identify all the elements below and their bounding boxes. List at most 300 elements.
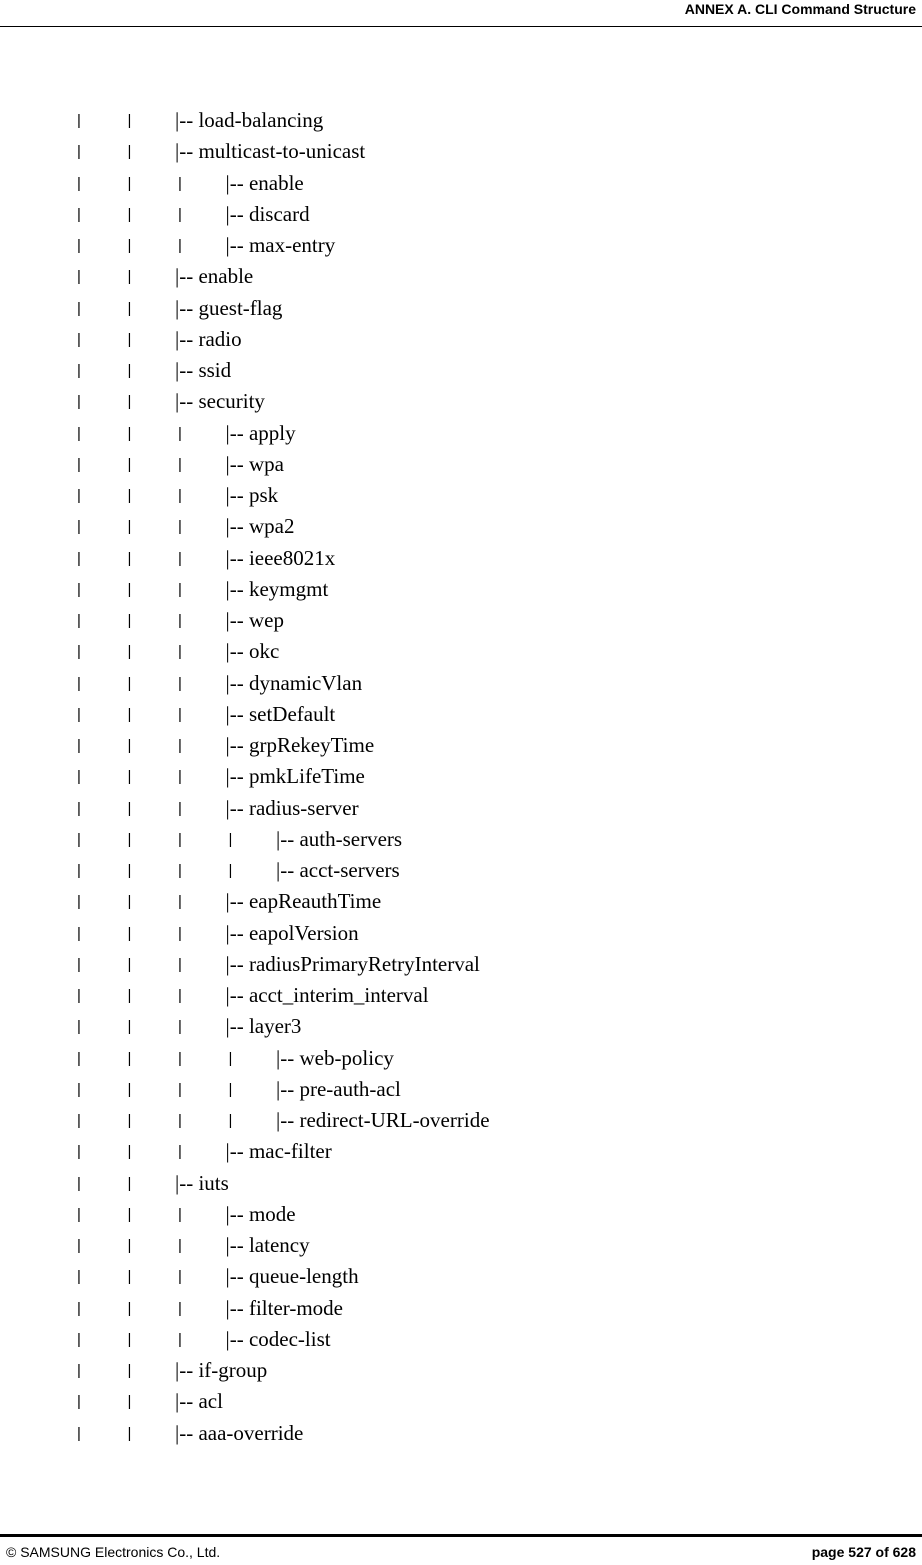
- tree-pipe: |: [77, 987, 81, 1004]
- cli-command-tree: [0, 105, 922, 1449]
- tree-pipe: |: [178, 1018, 182, 1036]
- tree-row: [0, 136, 922, 167]
- tree-branch-prefix: |--: [225, 795, 249, 820]
- tree-pipe: |: [178, 1330, 182, 1348]
- tree-row: [0, 1293, 922, 1324]
- tree-node-text: guest-flag: [198, 295, 283, 320]
- tree-pipe: |: [178, 455, 182, 473]
- tree-pipe: |: [127, 1362, 132, 1379]
- tree-node-label: [226, 574, 329, 605]
- tree-pipe: |: [77, 1299, 81, 1317]
- tree-node-label: [226, 199, 310, 230]
- tree-pipe: |: [127, 549, 132, 567]
- tree-pipe: |: [127, 955, 132, 973]
- tree-branch-prefix: |--: [225, 1326, 249, 1351]
- tree-branch-prefix: |--: [276, 826, 300, 851]
- tree-node-label: [226, 1261, 359, 1292]
- tree-branch-prefix: |--: [175, 1358, 199, 1382]
- tree-pipe: |: [127, 112, 132, 129]
- tree-pipe: |: [77, 612, 81, 629]
- tree-pipe: |: [77, 237, 81, 254]
- tree-pipe: |: [127, 143, 132, 161]
- tree-pipe: |: [178, 237, 182, 254]
- tree-branch-prefix: |--: [175, 326, 199, 351]
- footer-copyright: © SAMSUNG Electronics Co., Ltd.: [6, 1544, 221, 1560]
- tree-node-label: [175, 293, 282, 324]
- tree-row: [0, 105, 922, 136]
- tree-node-label: [226, 230, 336, 261]
- tree-branch-prefix: |--: [175, 139, 199, 164]
- tree-node-text: enable: [248, 170, 304, 195]
- tree-node-text: acct_interim_interval: [248, 983, 429, 1007]
- tree-branch-prefix: |--: [175, 1170, 199, 1195]
- tree-node-text: multicast-to-unicast: [198, 139, 366, 164]
- tree-node-text: queue-length: [248, 1264, 359, 1289]
- tree-pipe: |: [77, 330, 81, 348]
- tree-pipe: |: [228, 830, 233, 848]
- tree-node-text: radio: [198, 326, 242, 351]
- tree-branch-prefix: |--: [225, 1264, 249, 1289]
- tree-pipe: |: [178, 1268, 182, 1286]
- tree-row: [0, 918, 922, 949]
- tree-node-label: [175, 105, 323, 136]
- tree-pipe: |: [127, 1018, 132, 1036]
- tree-pipe: |: [77, 1362, 81, 1379]
- tree-pipe: |: [77, 1143, 81, 1161]
- tree-pipe: |: [228, 862, 233, 879]
- tree-row: [0, 699, 922, 730]
- tree-pipe: |: [77, 205, 81, 223]
- tree-node-label: [226, 949, 480, 980]
- tree-pipe: |: [77, 1424, 81, 1442]
- tree-row: [0, 449, 922, 480]
- tree-pipe: |: [127, 799, 132, 817]
- tree-pipe: |: [127, 174, 132, 192]
- tree-pipe: |: [77, 424, 81, 442]
- tree-row: [0, 355, 922, 386]
- tree-pipe: |: [127, 580, 132, 598]
- tree-node-label: [226, 699, 336, 730]
- tree-row: [0, 1261, 922, 1292]
- tree-row: [0, 1074, 922, 1105]
- tree-node-text: wpa2: [248, 514, 295, 539]
- tree-branch-prefix: |--: [225, 1233, 249, 1257]
- tree-branch-prefix: |--: [175, 358, 199, 382]
- tree-pipe: |: [127, 893, 132, 911]
- tree-pipe: |: [178, 737, 182, 754]
- tree-row: [0, 574, 922, 605]
- tree-pipe: |: [127, 299, 132, 317]
- tree-pipe: |: [127, 987, 132, 1004]
- tree-node-label: [276, 1043, 394, 1074]
- tree-node-text: psk: [248, 483, 279, 507]
- tree-node-label: [276, 855, 400, 886]
- tree-row: [0, 1386, 922, 1417]
- tree-pipe: |: [77, 1049, 81, 1067]
- tree-pipe: |: [77, 799, 81, 817]
- tree-pipe: |: [127, 924, 132, 942]
- tree-row: [0, 1011, 922, 1042]
- tree-pipe: |: [127, 393, 132, 411]
- tree-row: [0, 636, 922, 667]
- tree-node-label: [226, 1324, 331, 1355]
- tree-branch-prefix: |--: [175, 1420, 199, 1445]
- tree-branch-prefix: |--: [175, 389, 199, 414]
- tree-pipe: |: [77, 112, 81, 129]
- tree-node-text: keymgmt: [248, 576, 329, 601]
- tree-pipe: |: [77, 487, 81, 504]
- tree-node-label: [226, 918, 359, 949]
- tree-node-text: iuts: [198, 1170, 229, 1195]
- tree-node-label: [226, 449, 284, 480]
- tree-node-label: [226, 636, 280, 667]
- tree-pipe: |: [228, 1049, 233, 1067]
- tree-node-label: [226, 1136, 332, 1167]
- tree-node-label: [226, 543, 336, 574]
- tree-pipe: |: [178, 705, 182, 723]
- tree-pipe: |: [127, 768, 132, 786]
- tree-node-text: mac-filter: [248, 1139, 332, 1164]
- tree-pipe: |: [77, 705, 81, 723]
- tree-pipe: |: [127, 1049, 132, 1067]
- tree-pipe: |: [178, 768, 182, 786]
- tree-pipe: |: [228, 1080, 233, 1098]
- tree-node-label: [226, 886, 382, 917]
- tree-pipe: |: [178, 518, 182, 536]
- tree-row: [0, 793, 922, 824]
- tree-row: [0, 293, 922, 324]
- tree-node-text: okc: [248, 639, 280, 664]
- tree-pipe: |: [127, 455, 132, 473]
- tree-row: [0, 511, 922, 542]
- tree-pipe: |: [178, 1112, 182, 1129]
- tree-pipe: |: [77, 1112, 81, 1129]
- tree-pipe: |: [77, 737, 81, 754]
- tree-pipe: |: [77, 674, 81, 692]
- tree-row: [0, 324, 922, 355]
- tree-pipe: |: [127, 1205, 132, 1223]
- tree-branch-prefix: |--: [225, 670, 249, 695]
- tree-pipe: |: [77, 1268, 81, 1286]
- tree-pipe: |: [77, 1080, 81, 1098]
- tree-pipe: |: [127, 362, 132, 379]
- tree-node-label: [226, 761, 365, 792]
- tree-pipe: |: [127, 830, 132, 848]
- tree-row: [0, 855, 922, 886]
- tree-node-text: radius-server: [248, 795, 359, 820]
- tree-row: [0, 1418, 922, 1449]
- tree-row: [0, 168, 922, 199]
- tree-row: [0, 199, 922, 230]
- tree-branch-prefix: |--: [225, 889, 249, 914]
- tree-branch-prefix: |--: [225, 576, 249, 601]
- tree-row: [0, 761, 922, 792]
- tree-node-text: eapReauthTime: [248, 889, 382, 914]
- tree-pipe: |: [127, 705, 132, 723]
- tree-pipe: |: [127, 424, 132, 442]
- tree-branch-prefix: |--: [225, 420, 249, 445]
- tree-node-text: redirect-URL-override: [299, 1108, 490, 1132]
- tree-node-text: load-balancing: [198, 108, 324, 132]
- tree-node-label: [276, 824, 402, 855]
- tree-pipe: |: [127, 1268, 132, 1286]
- tree-branch-prefix: |--: [225, 951, 249, 976]
- tree-row: [0, 605, 922, 636]
- tree-branch-prefix: |--: [175, 264, 199, 289]
- tree-pipe: |: [178, 580, 182, 598]
- tree-pipe: |: [77, 1393, 81, 1411]
- tree-row: [0, 1168, 922, 1199]
- tree-pipe: |: [77, 830, 81, 848]
- tree-row: [0, 824, 922, 855]
- tree-pipe: |: [127, 330, 132, 348]
- tree-branch-prefix: |--: [225, 920, 249, 945]
- tree-branch-prefix: |--: [225, 545, 249, 570]
- tree-node-text: web-policy: [299, 1045, 394, 1070]
- tree-branch-prefix: |--: [276, 1076, 300, 1101]
- tree-pipe: |: [77, 268, 81, 286]
- tree-branch-prefix: |--: [225, 1014, 249, 1039]
- tree-node-text: if-group: [198, 1358, 268, 1382]
- tree-pipe: |: [178, 955, 182, 973]
- tree-row: [0, 1136, 922, 1167]
- tree-pipe: |: [77, 924, 81, 942]
- tree-pipe: |: [77, 893, 81, 911]
- tree-pipe: |: [77, 362, 81, 379]
- tree-pipe: |: [178, 924, 182, 942]
- header-divider: [0, 26, 922, 27]
- tree-branch-prefix: |--: [175, 1389, 199, 1414]
- tree-node-label: [276, 1074, 401, 1105]
- tree-node-text: latency: [248, 1233, 310, 1257]
- tree-row: [0, 1043, 922, 1074]
- tree-pipe: |: [127, 1237, 132, 1254]
- tree-node-label: [226, 980, 429, 1011]
- tree-pipe: |: [178, 643, 182, 661]
- tree-pipe: |: [178, 612, 182, 629]
- tree-pipe: |: [127, 643, 132, 661]
- tree-pipe: |: [127, 1424, 132, 1442]
- tree-node-text: ssid: [198, 358, 232, 382]
- tree-row: [0, 543, 922, 574]
- tree-pipe: |: [77, 299, 81, 317]
- tree-branch-prefix: |--: [225, 483, 249, 507]
- tree-row: [0, 480, 922, 511]
- footer-divider: [0, 1534, 922, 1537]
- tree-branch-prefix: |--: [225, 639, 249, 664]
- tree-node-text: wep: [248, 608, 284, 632]
- tree-pipe: |: [127, 1112, 132, 1129]
- tree-pipe: |: [127, 1174, 132, 1192]
- tree-pipe: |: [77, 393, 81, 411]
- tree-pipe: |: [178, 205, 182, 223]
- tree-node-text: pmkLifeTime: [248, 764, 365, 789]
- tree-pipe: |: [127, 237, 132, 254]
- tree-pipe: |: [77, 1237, 81, 1254]
- tree-node-label: [175, 324, 242, 355]
- tree-node-text: aaa-override: [198, 1420, 304, 1445]
- tree-branch-prefix: |--: [276, 1108, 300, 1132]
- tree-branch-prefix: |--: [225, 701, 249, 726]
- tree-branch-prefix: |--: [175, 108, 199, 132]
- tree-row: [0, 1324, 922, 1355]
- tree-branch-prefix: |--: [225, 764, 249, 789]
- tree-pipe: |: [77, 518, 81, 536]
- tree-node-text: filter-mode: [248, 1295, 343, 1320]
- tree-node-label: [175, 1386, 223, 1417]
- tree-pipe: |: [178, 174, 182, 192]
- tree-row: [0, 230, 922, 261]
- tree-branch-prefix: |--: [225, 733, 249, 757]
- tree-node-label: [226, 511, 295, 542]
- tree-pipe: |: [178, 549, 182, 567]
- tree-pipe: |: [178, 1237, 182, 1254]
- tree-pipe: |: [77, 768, 81, 786]
- tree-pipe: |: [127, 862, 132, 879]
- tree-node-label: [226, 1230, 310, 1261]
- tree-pipe: |: [178, 799, 182, 817]
- tree-row: [0, 730, 922, 761]
- tree-node-text: layer3: [248, 1014, 302, 1039]
- tree-branch-prefix: |--: [225, 201, 249, 226]
- tree-pipe: |: [127, 268, 132, 286]
- tree-node-text: security: [198, 389, 265, 414]
- tree-pipe: |: [178, 1205, 182, 1223]
- tree-row: [0, 386, 922, 417]
- tree-pipe: |: [127, 1299, 132, 1317]
- tree-pipe: |: [77, 1018, 81, 1036]
- tree-node-label: [226, 793, 359, 824]
- tree-pipe: |: [178, 1143, 182, 1161]
- tree-node-text: pre-auth-acl: [299, 1076, 401, 1101]
- tree-pipe: |: [77, 455, 81, 473]
- tree-branch-prefix: |--: [225, 233, 249, 257]
- tree-node-text: discard: [248, 201, 310, 226]
- tree-node-text: acct-servers: [299, 858, 400, 882]
- tree-node-text: auth-servers: [299, 826, 403, 851]
- tree-pipe: |: [178, 987, 182, 1004]
- page-header-title: ANNEX A. CLI Command Structure: [684, 1, 916, 17]
- tree-node-text: max-entry: [248, 233, 336, 257]
- tree-pipe: |: [77, 643, 81, 661]
- tree-branch-prefix: |--: [225, 170, 249, 195]
- tree-node-text: wpa: [248, 451, 284, 476]
- tree-pipe: |: [127, 737, 132, 754]
- tree-pipe: |: [77, 143, 81, 161]
- tree-row: [0, 949, 922, 980]
- tree-branch-prefix: |--: [225, 1295, 249, 1320]
- tree-pipe: |: [127, 487, 132, 504]
- tree-node-text: enable: [198, 264, 254, 289]
- tree-node-label: [226, 418, 296, 449]
- tree-node-text: apply: [248, 420, 296, 445]
- tree-node-text: grpRekeyTime: [248, 733, 375, 757]
- tree-node-label: [276, 1105, 490, 1136]
- tree-pipe: |: [77, 955, 81, 973]
- tree-row: [0, 668, 922, 699]
- tree-pipe: |: [178, 1299, 182, 1317]
- tree-pipe: |: [77, 862, 81, 879]
- tree-row: [0, 1199, 922, 1230]
- tree-node-label: [175, 1418, 303, 1449]
- tree-pipe: |: [178, 893, 182, 911]
- tree-row: [0, 1105, 922, 1136]
- tree-node-label: [226, 480, 279, 511]
- footer-page-number: page 527 of 628: [811, 1544, 916, 1560]
- tree-node-text: codec-list: [248, 1326, 331, 1351]
- tree-pipe: |: [178, 424, 182, 442]
- tree-node-label: [175, 136, 365, 167]
- tree-pipe: |: [77, 1174, 81, 1192]
- tree-pipe: |: [127, 518, 132, 536]
- tree-branch-prefix: |--: [225, 451, 249, 476]
- tree-branch-prefix: |--: [276, 1045, 300, 1070]
- tree-node-label: [175, 1355, 267, 1386]
- tree-node-label: [175, 355, 231, 386]
- tree-branch-prefix: |--: [225, 1139, 249, 1164]
- tree-pipe: |: [178, 674, 182, 692]
- tree-row: [0, 418, 922, 449]
- tree-node-text: radiusPrimaryRetryInterval: [248, 951, 480, 976]
- tree-pipe: |: [127, 674, 132, 692]
- tree-pipe: |: [77, 174, 81, 192]
- tree-row: [0, 886, 922, 917]
- tree-branch-prefix: |--: [225, 608, 249, 632]
- tree-pipe: |: [127, 612, 132, 629]
- tree-pipe: |: [77, 1330, 81, 1348]
- tree-node-label: [226, 1011, 302, 1042]
- tree-node-label: [226, 1293, 344, 1324]
- tree-pipe: |: [178, 1080, 182, 1098]
- tree-node-label: [175, 386, 265, 417]
- tree-row: [0, 261, 922, 292]
- tree-row: [0, 1230, 922, 1261]
- tree-node-text: acl: [198, 1389, 223, 1414]
- tree-pipe: |: [127, 205, 132, 223]
- tree-node-label: [175, 261, 253, 292]
- tree-node-text: mode: [248, 1201, 296, 1226]
- tree-node-text: eapolVersion: [248, 920, 359, 945]
- tree-pipe: |: [77, 580, 81, 598]
- tree-pipe: |: [178, 830, 182, 848]
- tree-pipe: |: [178, 862, 182, 879]
- tree-pipe: |: [127, 1330, 132, 1348]
- tree-row: [0, 1355, 922, 1386]
- tree-branch-prefix: |--: [225, 1201, 249, 1226]
- tree-row: [0, 980, 922, 1011]
- tree-node-text: ieee8021x: [248, 545, 336, 570]
- tree-pipe: |: [178, 487, 182, 504]
- tree-pipe: |: [228, 1112, 233, 1129]
- tree-pipe: |: [77, 549, 81, 567]
- tree-pipe: |: [77, 1205, 81, 1223]
- tree-node-label: [175, 1168, 229, 1199]
- tree-node-label: [226, 605, 284, 636]
- tree-node-label: [226, 1199, 296, 1230]
- tree-pipe: |: [127, 1080, 132, 1098]
- tree-node-label: [226, 730, 375, 761]
- tree-branch-prefix: |--: [225, 514, 249, 539]
- tree-pipe: |: [127, 1393, 132, 1411]
- tree-pipe: |: [127, 1143, 132, 1161]
- tree-pipe: |: [178, 1049, 182, 1067]
- tree-node-text: setDefault: [248, 701, 336, 726]
- tree-branch-prefix: |--: [276, 858, 300, 882]
- tree-node-label: [226, 168, 304, 199]
- tree-node-text: dynamicVlan: [248, 670, 363, 695]
- tree-node-label: [226, 668, 363, 699]
- tree-branch-prefix: |--: [225, 983, 249, 1007]
